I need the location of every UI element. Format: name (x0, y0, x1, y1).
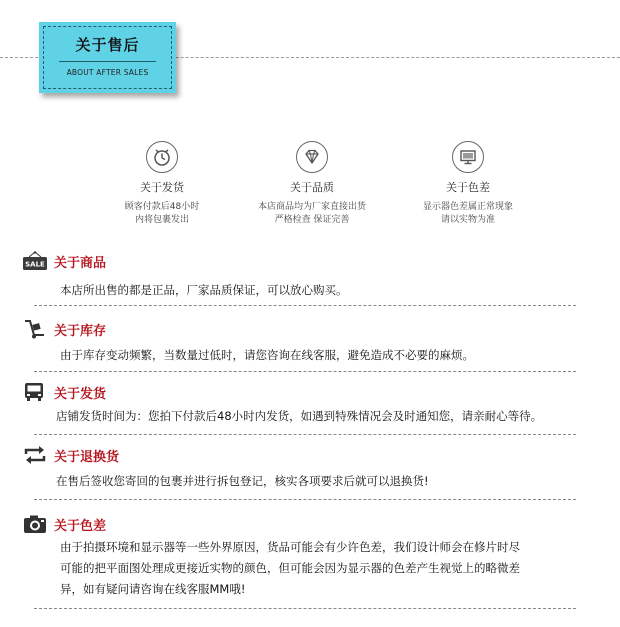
feature-title: 关于品质 (290, 181, 334, 194)
section-divider (34, 608, 576, 609)
badge-subtitle: ABOUT AFTER SALES (66, 68, 149, 77)
section-text-line: 在售后签收您寄回的包裹并进行拆包登记，核实各项要求后就可以退换货! (56, 474, 429, 488)
section-text (56, 406, 576, 427)
badge-title: 关于售后 (75, 36, 140, 54)
feature-quality (232, 141, 392, 227)
section-title: 关于色差 (54, 518, 107, 534)
section-title: 关于退换货 (54, 449, 120, 465)
section-header (22, 319, 106, 339)
feature-desc-line: 内将包裹发出 (134, 215, 189, 225)
after-sales-badge (39, 22, 176, 93)
feature-desc-line: 本店商品均为厂家直接出货 (257, 202, 366, 212)
section-text-line: 店铺发货时间为：您拍下付款后48小时内发货，如遇到特殊情况会及时通知您，请亲耐心等待。 (56, 409, 543, 423)
return-arrows-icon (22, 445, 48, 465)
sale-tag-icon (22, 251, 48, 271)
monitor-icon (452, 141, 484, 173)
section-header (22, 251, 106, 271)
section-header (22, 445, 119, 465)
feature-desc (232, 201, 392, 227)
feature-shipping (82, 141, 242, 227)
feature-desc-line: 请以实物为准 (440, 215, 495, 225)
section-text (60, 537, 580, 600)
section-header (22, 514, 106, 534)
section-text-line: 可能的把平面图处理成更接近实物的颜色，但可能会因为显示器的色差产生视觉上的略微差 (60, 561, 520, 575)
feature-desc (388, 201, 548, 227)
feature-desc (82, 201, 242, 227)
feature-desc-line: 显示器色差属正常现象 (422, 202, 513, 212)
diamond-icon (296, 141, 328, 173)
clock-icon (146, 141, 178, 173)
section-text-line: 由于库存变动频繁，当数量过低时，请您咨询在线客服，避免造成不必要的麻烦。 (60, 348, 474, 362)
section-text (56, 471, 576, 492)
section-text (60, 280, 580, 301)
section-text-line: 由于拍摄环境和显示器等一些外界原因，货品可能会有少许色差，我们设计师会在修片时尽 (60, 540, 520, 554)
badge-underline (59, 61, 156, 62)
section-title: 关于发货 (54, 386, 107, 402)
camera-icon (22, 514, 48, 534)
feature-color-difference (388, 141, 548, 227)
section-divider (34, 371, 576, 372)
section-divider (34, 434, 576, 435)
feature-title: 关于发货 (140, 181, 184, 194)
feature-desc-line: 严格检查 保证完善 (274, 215, 350, 225)
section-divider (34, 305, 576, 306)
section-text-line: 异，如有疑问请咨询在线客服MM哦! (60, 582, 246, 596)
section-header (22, 382, 106, 402)
sale-tag-text: SALE (25, 260, 45, 269)
section-text (60, 345, 580, 366)
section-divider (34, 499, 576, 500)
feature-title: 关于色差 (446, 181, 490, 194)
hand-truck-icon (22, 319, 48, 339)
section-text-line: 本店所出售的都是正品，厂家品质保证，可以放心购买。 (60, 283, 348, 297)
section-title: 关于商品 (54, 255, 107, 271)
feature-desc-line: 顾客付款后48小时 (124, 202, 200, 212)
truck-icon (22, 382, 48, 402)
section-title: 关于库存 (54, 323, 107, 339)
